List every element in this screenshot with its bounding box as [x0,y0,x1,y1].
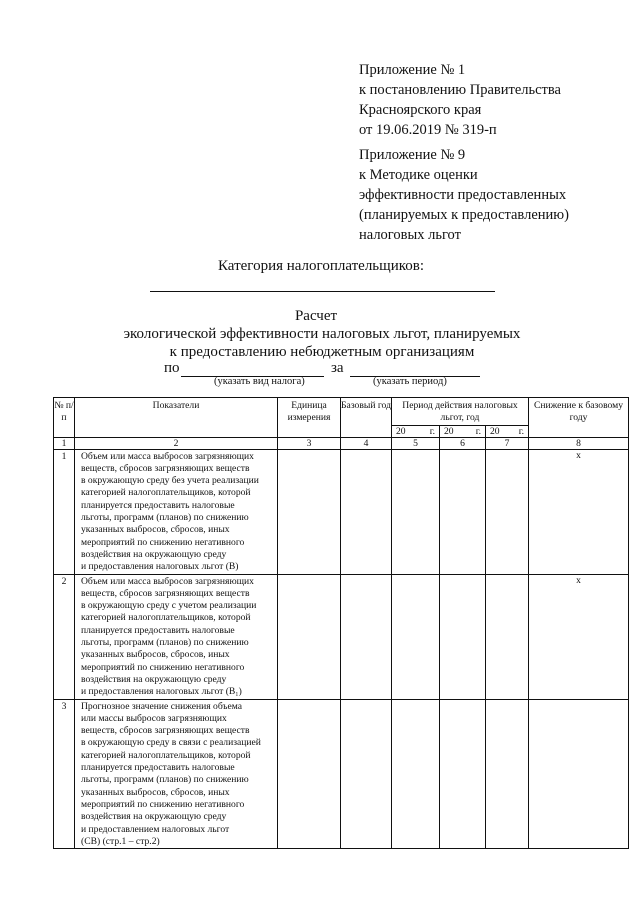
annex-1-line: к постановлению Правительства [359,82,561,98]
row-number: 1 [54,449,75,574]
header-unit: Единица измерения [278,398,341,438]
column-number: 1 [54,437,75,449]
period-year-cell[interactable] [440,574,486,699]
annex-9-line: налоговых льгот [359,227,461,243]
base-year-cell[interactable] [341,574,392,699]
tax-type-label: по [164,360,180,376]
annex-9-line: (планируемых к предоставлению) [359,207,569,223]
period-year-cell[interactable] [440,699,486,849]
column-number: 7 [486,437,529,449]
decrease-cell[interactable] [529,699,629,849]
column-number: 5 [392,437,440,449]
annex-9-line: к Методике оценки [359,167,478,183]
header-year-cell[interactable]: 20 г. [486,425,529,437]
header-decrease: Снижение к базовому году [529,398,629,438]
annex-9-line: Приложение № 9 [359,147,466,163]
table-row [54,699,629,849]
document-subtitle-line: экологической эффективности налоговых льгот, планируемых [123,326,521,342]
period-hint: (указать период) [373,376,447,387]
row-description: Прогнозное значение снижения объема или массы выбросов загрязняющих веществ, сбросов загрязняющих веществ в окружающую среду в связи с реализацией категорией налогоплательщиков, которой планируется предоставить налоговые льготы, программ (планов) по снижению указанных выбросов, сбросов, иных мероприятий по снижению негативного воздействия на окружающую среду и предоставлением налоговых льгот (СВ) (стр.1 – стр.2) [75,699,278,849]
row-number: 3 [54,699,75,849]
period-year-cell[interactable] [392,449,440,574]
annex-1-line: Красноярского края [359,102,482,118]
column-number: 4 [341,437,392,449]
calculation-table [53,397,629,849]
header-number: № п/п [54,398,75,438]
annex-1-line: от 19.06.2019 № 319-п [359,122,497,138]
annex-1-line: Приложение № 1 [359,62,466,78]
period-label: за [331,360,344,376]
period-year-cell[interactable] [486,699,529,849]
category-label: Категория налогоплательщиков: [218,258,425,274]
decrease-cell: x [529,574,629,699]
unit-cell[interactable] [278,699,341,849]
base-year-cell[interactable] [341,449,392,574]
header-year-cell[interactable]: 20 г. [392,425,440,437]
base-year-cell[interactable] [341,699,392,849]
column-number: 6 [440,437,486,449]
decrease-cell: x [529,449,629,574]
column-number: 3 [278,437,341,449]
row-description: Объем или масса выбросов загрязняющих веществ, сбросов загрязняющих веществ в окружающую среду с учетом реализации категорией налогоплательщиков, которой планируется предоставить налоговые льготы, программ (планов) по снижению указанных выбросов, сбросов, иных мероприятий по снижению негативного воздействия на окружающую среду и предоставления налоговых льгот (В₁) [75,574,278,699]
annex-1-block [359,60,561,140]
annex-9-block [359,145,569,245]
table-row [54,449,629,574]
row-description: Объем или масса выбросов загрязняющих веществ, сбросов загрязняющих веществ в окружающую среду без учета реализации категорией налогоплательщиков, которой планируется предоставить налоговые льготы, программ (планов) по снижению указанных выбросов, сбросов, иных мероприятий по снижению негативного воздействия на окружающую среду и предоставления налоговых льгот (В) [75,449,278,574]
column-number: 8 [529,437,629,449]
period-year-cell[interactable] [486,574,529,699]
column-number: 2 [75,437,278,449]
period-year-cell[interactable] [392,574,440,699]
period-year-cell[interactable] [440,449,486,574]
tax-type-hint: (указать вид налога) [214,376,305,387]
unit-cell[interactable] [278,449,341,574]
annex-9-line: эффективности предоставленных [359,187,567,203]
period-year-cell[interactable] [392,699,440,849]
document-title: Расчет [294,308,338,324]
header-base-year: Базовый год [341,398,392,438]
row-number: 2 [54,574,75,699]
header-indicators: Показатели [75,398,278,438]
document-subtitle-line: к предоставлению небюджетным организациям [169,344,475,360]
table-row [54,574,629,699]
unit-cell[interactable] [278,574,341,699]
category-blank-line[interactable] [150,291,495,292]
header-benefit-period: Период действия налоговых льгот, год [392,398,529,426]
header-year-cell[interactable]: 20 г. [440,425,486,437]
period-year-cell[interactable] [486,449,529,574]
